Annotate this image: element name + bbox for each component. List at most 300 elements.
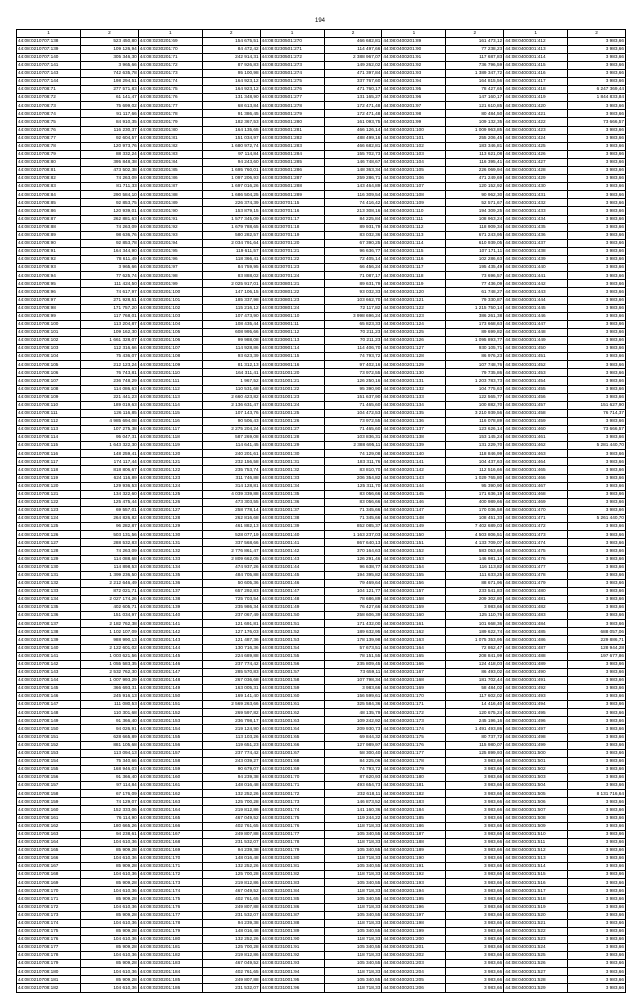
cadastral-value-cell: 3 983,66 [568, 53, 626, 61]
cadastral-number-cell: 44:08:0400301:506 [504, 798, 568, 806]
cadastral-value-cell: 126 250,16 [324, 377, 382, 385]
cadastral-value-cell: 3 983,66 [568, 239, 626, 247]
cadastral-number-cell: 44:08:0400301:450 [504, 345, 568, 353]
cadastral-number-cell: 44:08:0400301:516 [504, 879, 568, 887]
cadastral-number-cell: 44:08:0231001:58 [260, 676, 324, 684]
table-row [17, 385, 626, 393]
cadastral-number-cell: 44:08:0400201:148 [382, 515, 446, 523]
cadastral-value-cell: 116 395,41 [446, 158, 504, 166]
cadastral-number-cell: 44:08:0230201:75 [138, 86, 202, 94]
cadastral-value-cell: 73 666,57 [568, 118, 626, 126]
table-row [17, 952, 626, 960]
table-row [17, 256, 626, 264]
cadastral-value-cell: 113 621,08 [446, 150, 504, 158]
cadastral-number-cell: 44:08:0230201:172 [138, 871, 202, 879]
cadastral-value-cell: 153 879,15 [202, 207, 260, 215]
cadastral-number-cell: 44:08:0400201:150 [382, 531, 446, 539]
table-row [17, 968, 626, 976]
cadastral-value-cell: 114 641,45 [202, 442, 260, 450]
cadastral-number-cell: 44:08:0400301:455 [504, 385, 568, 393]
cadastral-number-cell: 44:08:0210708:161 [17, 814, 81, 822]
cadastral-number-cell: 44:08:0230201:173 [138, 879, 202, 887]
cadastral-number-cell: 44:08:0210708:132 [17, 579, 81, 587]
cadastral-number-cell: 44:08:0210708:159 [17, 798, 81, 806]
cadastral-value-cell: 2 212 646,49 [81, 579, 139, 587]
cadastral-value-cell: 156 599,61 [324, 693, 382, 701]
cadastral-number-cell: 44:08:0210708:94 [17, 272, 81, 280]
table-row [17, 167, 626, 175]
cadastral-number-cell: 44:08:0230201:118 [138, 434, 202, 442]
cadastral-value-cell: 74 793,72 [324, 765, 382, 773]
table-row [17, 636, 626, 644]
cadastral-value-cell: 229 886,71 [568, 636, 626, 644]
table-row [17, 377, 626, 385]
cadastral-number-cell: 44:08:0400201:104 [382, 158, 446, 166]
cadastral-number-cell: 44:08:0231001:35 [260, 490, 324, 498]
cadastral-number-cell: 44:08:0400201:181 [382, 782, 446, 790]
cadastral-value-cell: 66 456,24 [324, 264, 382, 272]
cadastral-number-cell: 44:08:0400301:470 [504, 506, 568, 514]
cadastral-value-cell: 209 930,73 [324, 725, 382, 733]
cadastral-number-cell: 44:08:0400201:111 [382, 215, 446, 223]
cadastral-number-cell: 44:08:0400301:505 [504, 790, 568, 798]
cadastral-number-cell: 44:08:0400201:189 [382, 846, 446, 854]
cadastral-number-cell: 44:08:0231001:82 [260, 871, 324, 879]
cadastral-value-cell: 3 983,66 [568, 490, 626, 498]
cadastral-value-cell: 3 983,66 [568, 434, 626, 442]
column-header-value: 2 [446, 30, 504, 38]
cadastral-value-cell: 115 980,07 [446, 741, 504, 749]
cadastral-number-cell: 44:08:0230201:92 [138, 223, 202, 231]
cadastral-value-cell: 80 737,72 [446, 733, 504, 741]
cadastral-value-cell: 107 748,76 [446, 361, 504, 369]
cadastral-value-cell: 125 311,70 [324, 482, 382, 490]
cadastral-value-cell: 3 983,66 [568, 61, 626, 69]
cadastral-number-cell: 44:08:0400301:453 [504, 369, 568, 377]
cadastral-value-cell: 122 565,77 [446, 393, 504, 401]
cadastral-value-cell: 285 570,83 [202, 668, 260, 676]
cadastral-value-cell: 1 075 353,95 [446, 636, 504, 644]
cadastral-value-cell: 736 796,59 [446, 61, 504, 69]
cadastral-value-cell: 3 983,66 [568, 361, 626, 369]
cadastral-number-cell: 44:08:0400201:118 [382, 272, 446, 280]
cadastral-value-cell: 132 252,26 [202, 790, 260, 798]
cadastral-value-cell: 127 176,03 [202, 628, 260, 636]
cadastral-value-cell: 3 983,66 [568, 264, 626, 272]
cadastral-value-cell: 3 983,66 [568, 531, 626, 539]
cadastral-number-cell: 44:08:0231001:34 [260, 482, 324, 490]
cadastral-value-cell: 528 077,19 [202, 531, 260, 539]
cadastral-number-cell: 44:08:0230201:139 [138, 604, 202, 612]
cadastral-number-cell: 44:08:0210707:141 [17, 61, 81, 69]
cadastral-value-cell: 402 605,71 [81, 604, 139, 612]
cadastral-value-cell: 235 753,74 [202, 466, 260, 474]
cadastral-number-cell: 44:08:0400201:89 [382, 37, 446, 45]
cadastral-value-cell: 123 626,14 [446, 426, 504, 434]
table-row [17, 450, 626, 458]
cadastral-value-cell: 3 965,66 [81, 264, 139, 272]
cadastral-value-cell: 84 472,42 [202, 45, 260, 53]
cadastral-number-cell: 44:08:0210708:125 [17, 523, 81, 531]
cadastral-number-cell: 44:08:0230201:152 [138, 709, 202, 717]
cadastral-value-cell: 3 983,66 [446, 806, 504, 814]
cadastral-number-cell: 44:08:0400301:498 [504, 733, 568, 741]
cadastral-value-cell: 124 418,03 [446, 660, 504, 668]
cadastral-number-cell: 44:08:0400201:116 [382, 256, 446, 264]
cadastral-number-cell: 44:08:0210708:100 [17, 320, 81, 328]
cadastral-number-cell: 44:08:0210708:166 [17, 854, 81, 862]
cadastral-value-cell: 90 506,43 [202, 417, 260, 425]
cadastral-value-cell: 3 983,66 [568, 952, 626, 960]
cadastral-value-cell: 172 471,48 [324, 102, 382, 110]
cadastral-value-cell: 311 746,88 [202, 474, 260, 482]
cadastral-number-cell: 44:08:0400301:519 [504, 903, 568, 911]
cadastral-value-cell: 143 464,89 [324, 183, 382, 191]
cadastral-number-cell: 44:08:0231001:42 [260, 547, 324, 555]
cadastral-value-cell: 2 569 263,66 [202, 701, 260, 709]
cadastral-number-cell: 44:08:0231001:24 [260, 401, 324, 409]
cadastral-value-cell: 116 113,82 [446, 563, 504, 571]
cadastral-number-cell: 44:08:0400301:421 [504, 110, 568, 118]
table-row [17, 814, 626, 822]
cadastral-number-cell: 44:08:0210708:118 [17, 466, 81, 474]
cadastral-number-cell: 44:08:0210708:79 [17, 150, 81, 158]
cadastral-number-cell: 44:08:0400201:197 [382, 911, 446, 919]
cadastral-value-cell: 85 909,28 [81, 927, 139, 935]
cadastral-number-cell: 44:08:0230201:185 [138, 976, 202, 984]
cadastral-number-cell: 44:08:0231001:76 [260, 822, 324, 830]
cadastral-number-cell: 44:08:0230201:110 [138, 369, 202, 377]
table-row [17, 312, 626, 320]
cadastral-number-cell: 44:08:0231001:41 [260, 539, 324, 547]
cadastral-value-cell: 467 049,52 [202, 814, 260, 822]
cadastral-number-cell: 44:08:0230201:96 [138, 256, 202, 264]
cadastral-number-cell: 44:08:0210708:151 [17, 733, 81, 741]
cadastral-number-cell: 44:08:0400301:448 [504, 328, 568, 336]
cadastral-value-cell: 3 983,66 [446, 952, 504, 960]
cadastral-value-cell: 3 983,66 [568, 935, 626, 943]
cadastral-value-cell: 3 983,66 [568, 45, 626, 53]
cadastral-value-cell: 5 281 440,70 [568, 442, 626, 450]
table-row [17, 110, 626, 118]
cadastral-number-cell: 44:08:0231001:21 [260, 377, 324, 385]
cadastral-number-cell: 44:08:0230501:281 [260, 126, 324, 134]
cadastral-value-cell: 99 988,08 [202, 336, 260, 344]
cadastral-value-cell: 148 259,41 [81, 450, 139, 458]
cadastral-value-cell: 3 983,66 [568, 385, 626, 393]
cadastral-value-cell: 1 967,52 [202, 377, 260, 385]
cadastral-number-cell: 44:08:0230201:146 [138, 660, 202, 668]
cadastral-number-cell: 44:08:0230201:76 [138, 94, 202, 102]
cadastral-value-cell: 146 873,52 [324, 798, 382, 806]
cadastral-number-cell: 44:08:0230501:287 [260, 175, 324, 183]
cadastral-value-cell: 3 983,66 [568, 304, 626, 312]
cadastral-number-cell: 44:08:0400201:140 [382, 450, 446, 458]
cadastral-number-cell: 44:08:0230201:119 [138, 442, 202, 450]
table-row [17, 676, 626, 684]
cadastral-number-cell: 44:08:0231001:65 [260, 733, 324, 741]
cadastral-number-cell: 44:08:0400301:473 [504, 531, 568, 539]
cadastral-value-cell: 2 122 601,02 [81, 644, 139, 652]
cadastral-number-cell: 44:08:0400301:472 [504, 523, 568, 531]
cadastral-number-cell: 44:08:0210708:85 [17, 199, 81, 207]
cadastral-value-cell: 3 983,66 [446, 863, 504, 871]
cadastral-number-cell: 44:08:0230201:114 [138, 401, 202, 409]
cadastral-value-cell: 236 748,29 [81, 377, 139, 385]
cadastral-number-cell: 44:08:0400201:193 [382, 879, 446, 887]
cadastral-value-cell: 83 056,66 [324, 490, 382, 498]
cadastral-number-cell: 44:08:0231001:37 [260, 506, 324, 514]
cadastral-number-cell: 44:08:0400301:494 [504, 701, 568, 709]
cadastral-value-cell: 131 348,90 [202, 94, 260, 102]
cadastral-number-cell: 44:08:0400201:137 [382, 426, 446, 434]
cadastral-value-cell: 725 703,54 [202, 595, 260, 603]
cadastral-value-cell: 85 909,28 [81, 911, 139, 919]
cadastral-value-cell: 3 983,66 [446, 782, 504, 790]
table-row [17, 774, 626, 782]
cadastral-number-cell: 44:08:0230201:153 [138, 717, 202, 725]
cadastral-number-cell: 44:08:0230201:109 [138, 361, 202, 369]
cadastral-value-cell: 153 145,24 [446, 434, 504, 442]
cadastral-number-cell: 44:08:0230201:154 [138, 725, 202, 733]
cadastral-number-cell: 44:08:0400201:94 [382, 77, 446, 85]
cadastral-value-cell: 267 036,68 [202, 676, 260, 684]
cadastral-value-cell: 73 972,55 [324, 417, 382, 425]
cadastral-value-cell: 67 390,25 [324, 239, 382, 247]
cadastral-value-cell: 3 983,66 [568, 280, 626, 288]
table-row [17, 506, 626, 514]
cadastral-number-cell: 44:08:0231001:94 [260, 968, 324, 976]
cadastral-value-cell: 75 436,07 [81, 353, 139, 361]
cadastral-number-cell: 44:08:0231001:33 [260, 474, 324, 482]
cadastral-number-cell: 44:08:0400201:185 [382, 814, 446, 822]
cadastral-number-cell: 44:08:0210708:174 [17, 919, 81, 927]
cadastral-number-cell: 44:08:0230801:21 [260, 280, 324, 288]
cadastral-number-cell: 44:08:0400301:422 [504, 118, 568, 126]
cadastral-number-cell: 44:08:0230201:138 [138, 595, 202, 603]
cadastral-number-cell: 44:08:0400301:438 [504, 247, 568, 255]
table-row [17, 466, 626, 474]
cadastral-number-cell: 44:08:0230201:155 [138, 733, 202, 741]
cadastral-number-cell: 44:08:0400301:456 [504, 393, 568, 401]
cadastral-number-cell: 44:08:0400201:119 [382, 280, 446, 288]
cadastral-number-cell: 44:08:0400301:526 [504, 960, 568, 968]
column-header-number: 1 [138, 30, 202, 38]
cadastral-value-cell: 988 990,13 [81, 636, 139, 644]
cadastral-number-cell: 44:08:0231001:20 [260, 369, 324, 377]
cadastral-value-cell: 466 126,14 [324, 126, 382, 134]
cadastral-value-cell: 114 928,86 [202, 345, 260, 353]
cadastral-number-cell: 44:08:0230501:285 [260, 158, 324, 166]
column-header-number: 1 [382, 30, 446, 38]
cadastral-value-cell: 262 816,68 [202, 515, 260, 523]
cadastral-number-cell: 44:08:0400201:158 [382, 595, 446, 603]
cadastral-number-cell: 44:08:0400201:161 [382, 620, 446, 628]
cadastral-number-cell: 44:08:0230801:22 [260, 288, 324, 296]
table-row [17, 272, 626, 280]
cadastral-number-cell: 44:08:0400201:173 [382, 717, 446, 725]
cadastral-value-cell: 88 332,24 [81, 150, 139, 158]
cadastral-value-cell: 97 402,16 [324, 361, 382, 369]
cadastral-value-cell: 1 095 893,77 [446, 336, 504, 344]
cadastral-number-cell: 44:08:0400301:524 [504, 944, 568, 952]
cadastral-number-cell: 44:08:0400201:178 [382, 757, 446, 765]
cadastral-number-cell: 44:08:0400201:187 [382, 830, 446, 838]
cadastral-number-cell: 44:08:0400301:480 [504, 587, 568, 595]
cadastral-number-cell: 44:08:0400301:432 [504, 199, 568, 207]
cadastral-number-cell: 44:08:0231001:72 [260, 790, 324, 798]
cadastral-value-cell: 4 503 806,51 [446, 531, 504, 539]
cadastral-number-cell: 44:08:0400201:164 [382, 644, 446, 652]
cadastral-value-cell: 1 215 750,14 [446, 304, 504, 312]
cadastral-number-cell: 44:08:0400301:447 [504, 320, 568, 328]
cadastral-value-cell: 148 016,48 [202, 782, 260, 790]
cadastral-number-cell: 44:08:0230201:103 [138, 312, 202, 320]
cadastral-value-cell: 104 437,63 [446, 458, 504, 466]
cadastral-number-cell: 44:08:0230201:134 [138, 563, 202, 571]
cadastral-value-cell: 148 363,34 [324, 167, 382, 175]
cadastral-number-cell: 44:08:0400301:481 [504, 595, 568, 603]
cadastral-number-cell: 44:08:0231001:90 [260, 935, 324, 943]
cadastral-number-cell: 44:08:0210708:117 [17, 458, 81, 466]
cadastral-number-cell: 44:08:0230201:151 [138, 701, 202, 709]
cadastral-value-cell: 3 983,66 [568, 612, 626, 620]
cadastral-value-cell: 208 841,99 [446, 652, 504, 660]
cadastral-value-cell: 3 983,66 [446, 911, 504, 919]
table-row [17, 935, 626, 943]
cadastral-value-cell: 3 983,66 [568, 256, 626, 264]
cadastral-number-cell: 44:08:0230701:21 [260, 247, 324, 255]
cadastral-value-cell: 3 983,66 [568, 741, 626, 749]
cadastral-number-cell: 44:08:0400301:464 [504, 458, 568, 466]
cadastral-number-cell: 44:08:0230201:112 [138, 385, 202, 393]
cadastral-value-cell: 174 117,44 [81, 458, 139, 466]
cadastral-number-cell: 44:08:0210708:144 [17, 676, 81, 684]
cadastral-value-cell: 104 610,36 [81, 903, 139, 911]
cadastral-value-cell: 118 718,33 [324, 968, 382, 976]
cadastral-value-cell: 120 675,24 [446, 709, 504, 717]
cadastral-value-cell: 118 718,33 [324, 935, 382, 943]
cadastral-value-cell: 466 682,81 [324, 37, 382, 45]
cadastral-value-cell: 116 230,37 [81, 126, 139, 134]
cadastral-value-cell: 400 989,66 [446, 498, 504, 506]
cadastral-number-cell: 44:08:0210708:121 [17, 490, 81, 498]
cadastral-value-cell: 3 983,66 [568, 37, 626, 45]
cadastral-value-cell: 104 610,36 [81, 935, 139, 943]
cadastral-number-cell: 44:08:0210708:89 [17, 231, 81, 239]
cadastral-value-cell: 146 981,14 [446, 555, 504, 563]
cadastral-number-cell: 44:08:0231001:31 [260, 458, 324, 466]
cadastral-value-cell: 126 291,46 [324, 555, 382, 563]
cadastral-number-cell: 44:08:0400301:520 [504, 911, 568, 919]
cadastral-number-cell: 44:08:0400201:186 [382, 822, 446, 830]
cadastral-number-cell: 44:08:0210708:92 [17, 256, 81, 264]
cadastral-number-cell: 44:08:0400201:145 [382, 490, 446, 498]
cadastral-value-cell: 104 610,36 [81, 919, 139, 927]
cadastral-number-cell: 44:08:0230201:123 [138, 474, 202, 482]
cadastral-value-cell: 121 610,85 [446, 102, 504, 110]
cadastral-number-cell: 44:08:0210708:96 [17, 288, 81, 296]
cadastral-number-cell: 44:08:0230201:171 [138, 863, 202, 871]
cadastral-number-cell: 44:08:0400301:459 [504, 417, 568, 425]
cadastral-value-cell: 100 882,70 [446, 401, 504, 409]
cadastral-value-cell: 3 983,66 [446, 830, 504, 838]
cadastral-value-cell: 105 340,55 [324, 960, 382, 968]
cadastral-number-cell: 44:08:0400201:123 [382, 312, 446, 320]
cadastral-value-cell: 149 262,02 [324, 61, 382, 69]
cadastral-value-cell: 3 983,66 [568, 175, 626, 183]
cadastral-number-cell: 44:08:0230901:14 [260, 345, 324, 353]
cadastral-value-cell: 3 983,66 [568, 320, 626, 328]
cadastral-value-cell: 3 983,66 [568, 247, 626, 255]
cadastral-number-cell: 44:08:0230201:106 [138, 336, 202, 344]
cadastral-value-cell: 163 005,31 [202, 685, 260, 693]
cadastral-value-cell: 71 465,60 [324, 426, 382, 434]
cadastral-number-cell: 44:08:0210708:120 [17, 482, 81, 490]
cadastral-value-cell: 226 069,94 [446, 167, 504, 175]
cadastral-number-cell: 44:08:0210708:136 [17, 612, 81, 620]
cadastral-number-cell: 44:08:0230201:117 [138, 426, 202, 434]
cadastral-value-cell: 91 386,45 [202, 110, 260, 118]
cadastral-number-cell: 44:08:0231001:25 [260, 409, 324, 417]
cadastral-number-cell: 44:08:0400201:121 [382, 296, 446, 304]
cadastral-value-cell: 83 056,66 [324, 498, 382, 506]
cadastral-number-cell: 44:08:0230201:84 [138, 158, 202, 166]
cadastral-value-cell: 3 983,66 [446, 919, 504, 927]
cadastral-number-cell: 44:08:0400301:462 [504, 442, 568, 450]
cadastral-value-cell: 3 983,66 [568, 296, 626, 304]
cadastral-number-cell: 44:08:0230201:166 [138, 822, 202, 830]
cadastral-value-cell: 3 983,66 [568, 976, 626, 984]
cadastral-number-cell: 44:08:0230201:80 [138, 126, 202, 134]
cadastral-number-cell: 44:08:0231001:93 [260, 960, 324, 968]
cadastral-number-cell: 44:08:0230201:149 [138, 685, 202, 693]
cadastral-value-cell: 183 346,81 [446, 142, 504, 150]
column-header-number: 1 [17, 30, 81, 38]
cadastral-value-cell: 3 983,66 [446, 903, 504, 911]
cadastral-value-cell: 117 687,83 [446, 53, 504, 61]
cadastral-value-cell: 68 613,84 [202, 102, 260, 110]
cadastral-value-cell: 171 636,19 [446, 490, 504, 498]
cadastral-number-cell: 44:08:0400201:114 [382, 239, 446, 247]
table-row [17, 280, 626, 288]
cadastral-value-cell: 219 812,86 [202, 952, 260, 960]
cadastral-value-cell: 3 983,66 [568, 215, 626, 223]
cadastral-value-cell: 4 039 339,88 [202, 490, 260, 498]
cadastral-value-cell: 3 983,66 [568, 919, 626, 927]
cadastral-value-cell: 466 682,81 [324, 142, 382, 150]
table-row [17, 45, 626, 53]
cadastral-value-cell: 2 660 423,82 [202, 393, 260, 401]
cadastral-number-cell: 44:08:0400301:417 [504, 77, 568, 85]
cadastral-value-cell: 3 983,66 [568, 676, 626, 684]
cadastral-number-cell: 44:08:0400201:160 [382, 612, 446, 620]
cadastral-value-cell: 50 605,36 [202, 579, 260, 587]
cadastral-number-cell: 44:08:0400201:195 [382, 895, 446, 903]
cadastral-number-cell: 44:08:0230701:24 [260, 272, 324, 280]
cadastral-value-cell: 189 019,63 [81, 401, 139, 409]
cadastral-value-cell: 3 983,66 [568, 668, 626, 676]
cadastral-number-cell: 44:08:0230201:98 [138, 272, 202, 280]
cadastral-number-cell: 44:08:0400301:508 [504, 814, 568, 822]
cadastral-value-cell: 91 366,40 [81, 774, 139, 782]
cadastral-value-cell: 125 700,28 [202, 871, 260, 879]
cadastral-value-cell: 2 136 631,47 [202, 401, 260, 409]
cadastral-value-cell: 97 114,84 [81, 782, 139, 790]
cadastral-value-cell: 81 711,33 [81, 183, 139, 191]
cadastral-number-cell: 44:08:0231001:73 [260, 798, 324, 806]
cadastral-value-cell: 688 057,06 [568, 628, 626, 636]
